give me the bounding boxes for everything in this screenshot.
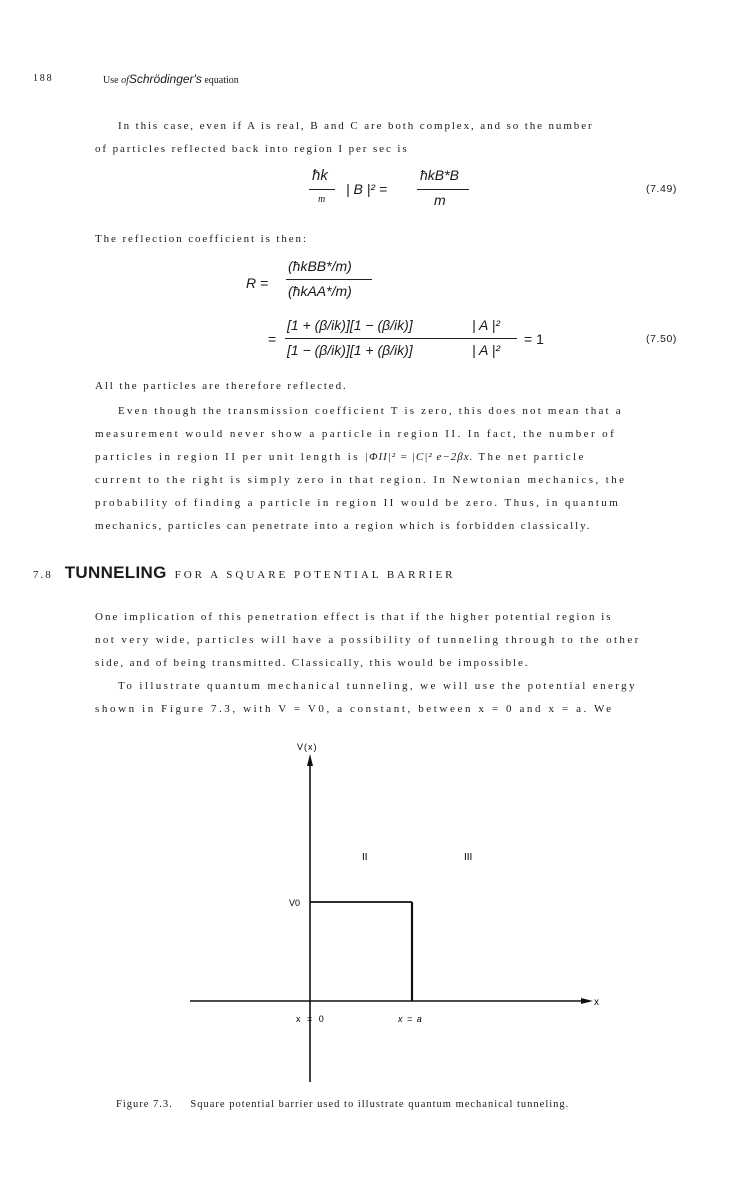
figure-7-3: [0, 740, 744, 1100]
eq749-lhs-den: m: [318, 194, 326, 205]
eq750-r-label: R =: [246, 275, 269, 291]
para4-line3-a: particles in region II per unit length is: [95, 451, 360, 463]
eq750-line2-den: [1 − (β/ik)][1 + (β/ik)]: [287, 342, 413, 358]
para4-line3-math: |ΦII|² = |C|² e−2βx.: [365, 451, 474, 463]
eq749-rhs-den: m: [434, 192, 446, 208]
para1-line2: of particles reflected back into region I per sec is: [95, 143, 409, 155]
running-title-prefix: Use: [103, 75, 119, 86]
running-title: [103, 72, 239, 86]
running-title-suffix: equation: [204, 75, 239, 86]
eq749-rhs-num: ħkB*B: [420, 167, 459, 183]
figure-caption-label: Figure 7.3.: [116, 1099, 173, 1110]
x-axis-arrowhead: [581, 998, 593, 1004]
eq749-lhs-num: ħk: [312, 167, 328, 184]
para1-line1: In this case, even if A is real, B and C are both complex, and so the number: [118, 120, 594, 132]
section-number: 7.8: [33, 569, 53, 581]
figure-caption: [116, 1099, 569, 1110]
eq750-line2-num: [1 + (β/ik)][1 − (β/ik)]: [287, 317, 413, 333]
eq750-eq-sign: =: [268, 331, 277, 347]
running-title-name: Schrödinger's: [128, 72, 202, 86]
x-a-label: x = a: [398, 1014, 423, 1024]
para6-line1: To illustrate quantum mechanical tunneling, we will use the potential energy: [118, 680, 637, 692]
para5-line1: One implication of this penetration effect is that if the higher potential region is: [95, 611, 613, 623]
running-title-of: of: [121, 75, 129, 86]
section-title-rest: FOR A SQUARE POTENTIAL BARRIER: [174, 569, 456, 581]
region-iii-label: III: [464, 852, 473, 863]
para4-line3-b: The net particle: [478, 451, 586, 463]
eq749-number: (7.49): [646, 183, 678, 195]
para5-line2: not very wide, particles will have a possibility of tunneling through to the other: [95, 634, 641, 646]
para4-line3: [95, 451, 586, 463]
x-axis-label: x: [594, 997, 599, 1008]
y-axis-label: V(x): [297, 742, 318, 752]
eq750-line2-num-a: | A |²: [472, 317, 501, 333]
para4-line4: current to the right is simply zero in that region. In Newtonian mechanics, the: [95, 474, 627, 486]
eq750-r-num: (ħkBB*/m): [288, 258, 352, 274]
eq750-r-den: (ħkAA*/m): [288, 283, 352, 299]
v0-label: V0: [289, 898, 301, 908]
para6-line2: shown in Figure 7.3, with V = V0, a constant, between x = 0 and x = a. We: [95, 703, 614, 715]
para4-line6: mechanics, particles can penetrate into a region which is forbidden classically.: [95, 520, 592, 532]
para3-text: All the particles are therefore reflected.: [95, 380, 348, 392]
eq750-result: = 1: [524, 331, 544, 347]
y-axis-arrowhead: [307, 754, 313, 766]
eq750-line2-den-a: | A |²: [472, 342, 501, 358]
para4-line1: Even though the transmission coefficient T is zero, this does not mean that a: [118, 405, 623, 417]
eq750-number: (7.50): [646, 333, 678, 345]
section-title-bold: TUNNELING: [64, 563, 167, 582]
para4-line2: measurement would never show a particle in region II. In fact, the number of: [95, 428, 617, 440]
page-number: 188: [33, 73, 54, 84]
x-zero-label: x = 0: [296, 1014, 326, 1024]
region-ii-label: II: [362, 852, 368, 863]
section-heading: [33, 563, 456, 583]
para2-text: The reflection coefficient is then:: [95, 233, 308, 245]
para5-line3: side, and of being transmitted. Classically, this would be impossible.: [95, 657, 530, 669]
figure-caption-text: Square potential barrier used to illustrate quantum mechanical tunneling.: [190, 1099, 570, 1110]
eq749-lhs-factor: | B |² =: [346, 181, 388, 197]
para4-line5: probability of finding a particle in region II would be zero. Thus, in quantum: [95, 497, 621, 509]
